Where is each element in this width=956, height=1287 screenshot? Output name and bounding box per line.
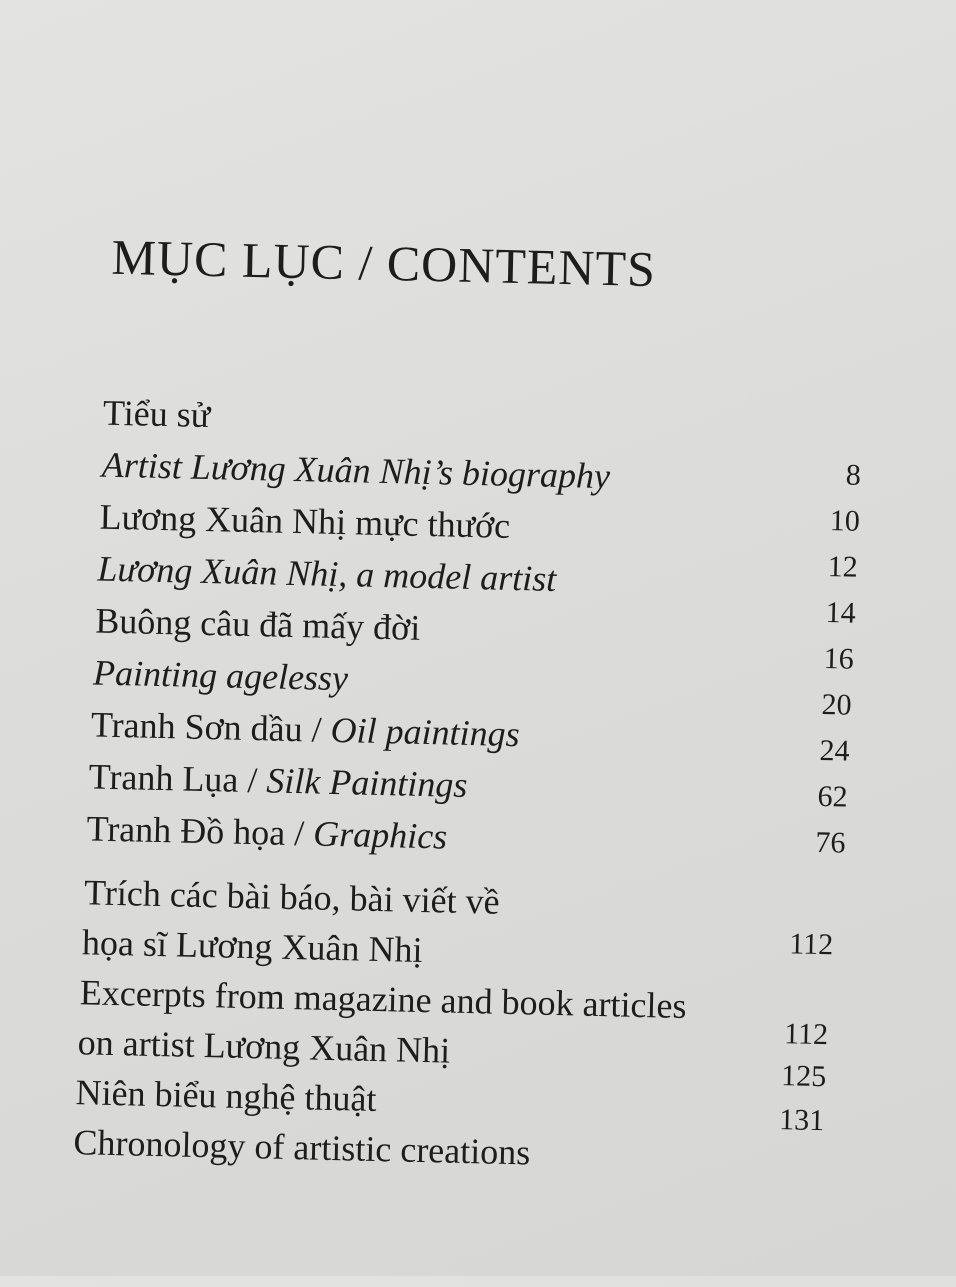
entry-tranh-lua: Tranh Lụa / — [88, 756, 258, 801]
page-number: 131 — [778, 1103, 825, 1138]
page-number: 20 — [821, 687, 852, 722]
entry-nien-bieu: Niên biểu nghệ thuật — [75, 1072, 377, 1119]
page-number: 24 — [819, 733, 850, 768]
page-number: 76 — [815, 825, 846, 860]
entry-silk-paintings-en: Silk Paintings — [265, 760, 468, 805]
entry-trich-1: Trích các bài báo, bài viết về — [83, 872, 501, 922]
entry-biography: Artist Lương Xuân Nhị’s biography — [101, 444, 611, 497]
entry-buong-cau: Buông câu đã mấy đời — [94, 600, 421, 648]
entry-muc-thuoc: Lương Xuân Nhị mực thước — [99, 496, 511, 546]
entry-trich-2: họa sĩ Lương Xuân Nhị — [81, 922, 423, 970]
page-number: 62 — [817, 779, 848, 814]
entry-tranh-do-hoa: Tranh Đồ họa / — [86, 808, 305, 854]
page-number: 112 — [783, 1017, 829, 1052]
page-number: 112 — [788, 927, 834, 962]
entry-excerpts-2: on artist Lương Xuân Nhị — [77, 1022, 451, 1071]
page-number: 12 — [827, 550, 859, 584]
entry-oil-paintings — [91, 703, 521, 755]
page-title: MỤC LỤC / CONTENTS — [110, 228, 657, 298]
entry-chronology: Chronology of artistic creations — [73, 1122, 531, 1173]
page-number: 14 — [825, 596, 857, 630]
entry-graphics — [86, 807, 448, 857]
entry-tranh-son-dau: Tranh Sơn dầu / — [90, 704, 323, 750]
page-number: 10 — [829, 504, 861, 538]
page-number: 125 — [780, 1059, 827, 1094]
entry-graphics-en: Graphics — [312, 813, 448, 857]
entry-excerpts-1: Excerpts from magazine and book articles — [79, 972, 687, 1027]
entry-silk-paintings — [88, 755, 468, 806]
entry-painting-agelessy: Painting agelessy — [92, 652, 349, 699]
page-number: 8 — [845, 458, 862, 492]
page-number: 16 — [823, 642, 855, 676]
entry-tieu-su: Tiểu sử — [102, 392, 211, 436]
entry-model-artist: Lương Xuân Nhị, a model artist — [97, 548, 557, 599]
entry-oil-paintings-en: Oil paintings — [330, 709, 521, 755]
